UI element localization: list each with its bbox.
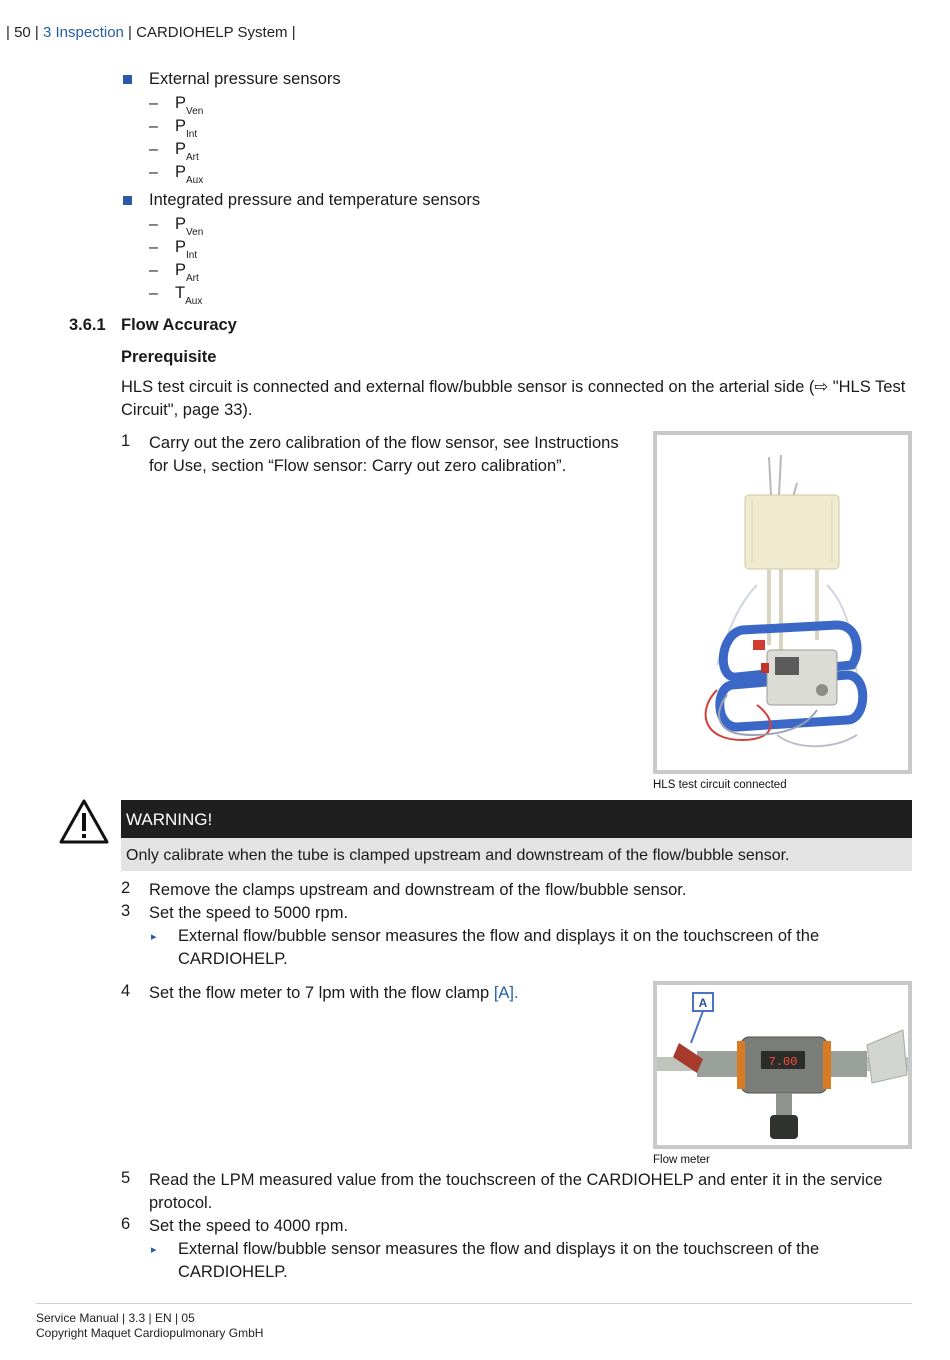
step-6-result-cont: CARDIOHELP. (178, 1263, 288, 1281)
dash-icon: – (149, 285, 158, 302)
sensor-item: $P_{Art}$ (175, 140, 199, 163)
result-arrow-icon: ▸ (151, 1244, 157, 1256)
sensor-item: $P_{Ven}$ (175, 94, 204, 117)
warning-text: Only calibrate when the tube is clamped upstream and downstream of the flow/bubble sensor. (121, 838, 912, 871)
bullet-square-icon (123, 75, 132, 84)
sensor-item: $T_{Aux}$ (175, 284, 203, 307)
dash-icon: – (149, 118, 158, 135)
clamp-reference-link[interactable]: [A]. (493, 984, 519, 1002)
step-6-text: Set the speed to 4000 rpm. (149, 1217, 349, 1235)
step-number: 5 (121, 1169, 131, 1187)
sensor-item: $P_{Int}$ (175, 117, 198, 140)
sensor-item: $P_{Art}$ (175, 261, 199, 284)
step-1-text: Carry out the zero calibration of the flow sensor, see Instructions (149, 434, 619, 452)
figure-caption: Flow meter (653, 1154, 710, 1166)
step-3-text: Set the speed to 5000 rpm. (149, 904, 349, 922)
dash-icon: – (149, 95, 158, 112)
prerequisite-text[interactable]: HLS test circuit is connected and external flow/bubble sensor is connected on the arterial side (⇨ "HLS Test (121, 378, 906, 396)
warning-triangle-icon (58, 798, 110, 851)
footer-manual-info: Service Manual | 3.3 | EN | 05 (36, 1311, 195, 1325)
section-link[interactable]: 3 Inspection (42, 24, 124, 41)
section-title: Flow Accuracy (121, 316, 237, 334)
step-3-result-cont: CARDIOHELP. (178, 950, 288, 968)
step-number: 3 (121, 902, 131, 920)
dash-icon: – (149, 141, 158, 158)
clamp-label-a: A (698, 996, 708, 1010)
warning-title: WARNING! (121, 800, 912, 838)
sensor-item: $P_{Aux}$ (175, 163, 204, 186)
dash-icon: – (149, 216, 158, 233)
hls-circuit-illustration (657, 435, 908, 770)
step-number: 2 (121, 879, 131, 897)
external-sensors-title: External pressure sensors (149, 70, 341, 88)
step-5-text-cont: protocol. (149, 1194, 213, 1212)
step-number: 1 (121, 432, 131, 450)
bullet-square-icon (123, 196, 132, 205)
step-5-text: Read the LPM measured value from the touchscreen of the CARDIOHELP and enter it in the service (149, 1171, 883, 1189)
section-number: 3.6.1 (69, 316, 106, 334)
step-6-result: External flow/bubble sensor measures the flow and displays it on the touchscreen of the (178, 1240, 820, 1258)
page-number: | 50 | (6, 24, 39, 41)
dash-icon: – (149, 164, 158, 181)
flow-meter-image (653, 981, 912, 1149)
footer-divider (36, 1303, 912, 1304)
page-header (6, 24, 296, 41)
dash-icon: – (149, 262, 158, 279)
footer-copyright: Copyright Maquet Cardiopulmonary GmbH (36, 1326, 264, 1340)
sensor-item: $P_{Ven}$ (175, 215, 204, 238)
figure-caption: HLS test circuit connected (653, 779, 787, 791)
product-name: | CARDIOHELP System | (128, 24, 296, 41)
hls-circuit-image (653, 431, 912, 774)
step-4-text: Set the flow meter to 7 lpm with the flow clamp [A]. (149, 984, 519, 1002)
flow-meter-illustration (657, 985, 908, 1145)
step-1-text-cont: for Use, section “Flow sensor: Carry out zero calibration”. (149, 457, 567, 475)
result-arrow-icon: ▸ (151, 931, 157, 943)
step-number: 6 (121, 1215, 131, 1233)
step-number: 4 (121, 982, 131, 1000)
sensor-item: $P_{Int}$ (175, 238, 198, 261)
prerequisite-label: Prerequisite (121, 348, 217, 366)
step-2-text: Remove the clamps upstream and downstream of the flow/bubble sensor. (149, 881, 687, 899)
step-3-result: External flow/bubble sensor measures the flow and displays it on the touchscreen of the (178, 927, 820, 945)
prerequisite-text-cont: Circuit", page 33). (121, 401, 253, 419)
integrated-sensors-title: Integrated pressure and temperature sensors (149, 191, 481, 209)
dash-icon: – (149, 239, 158, 256)
flow-meter-display: 7.00 (768, 1055, 798, 1069)
